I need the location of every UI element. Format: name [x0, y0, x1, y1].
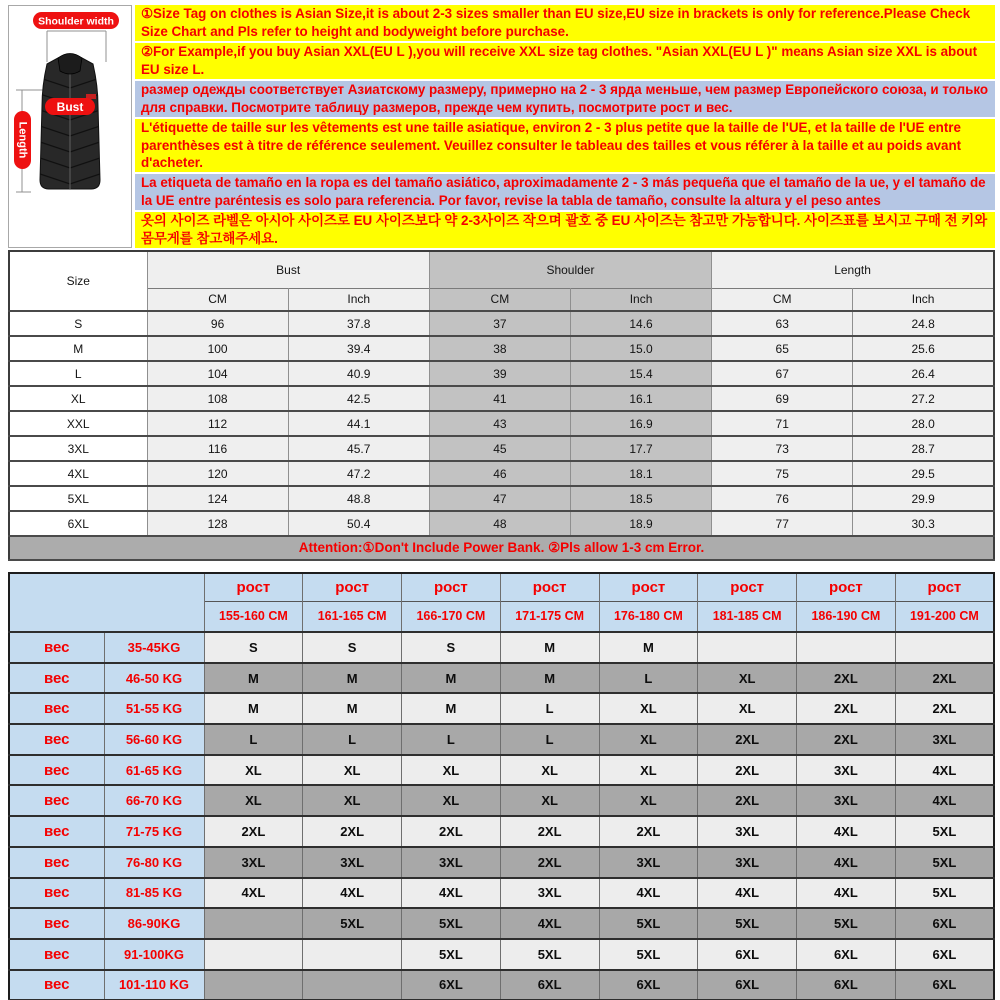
size-column-header: Size	[9, 251, 147, 311]
recommended-size-cell: M	[500, 663, 599, 694]
note-spanish: La etiqueta de tamaño en la ropa es del tamaño asiático, aproximadamente 2 - 3 más pequeña que el tamaño de la ue, y el tamaño de la UE entre paréntesis es solo para referencia. Por favor, revise la tabla de tamaño, consulte la altura y el peso antes	[135, 174, 995, 210]
recommended-size-cell	[303, 970, 402, 1000]
measurement-cell: 39	[429, 361, 570, 386]
recommended-size-cell: 2XL	[895, 663, 994, 694]
top-section	[8, 5, 995, 248]
recommended-size-cell: 2XL	[204, 816, 303, 847]
measurement-cell: 116	[147, 436, 288, 461]
vest-diagram	[8, 5, 132, 248]
measurement-cell: 67	[712, 361, 853, 386]
note-russian: размер одежды соответствует Азиатскому размеру, примерно на 2 - 3 ярда меньше, чем размер Европейского союза, и только для справки. Посмотрите таблицу размеров, прежде чем купить, посмотрите рост и вес.	[135, 81, 995, 117]
measurement-cell: 37.8	[288, 311, 429, 336]
measurement-cell: 47.2	[288, 461, 429, 486]
measurement-cell: 30.3	[853, 511, 994, 536]
svg-text:Shoulder width: Shoulder width	[38, 15, 114, 28]
size-table-row	[9, 311, 994, 336]
weight-range-cell: 51-55 KG	[104, 693, 204, 724]
recommended-size-cell: 2XL	[500, 816, 599, 847]
recommended-size-cell: 5XL	[797, 908, 896, 939]
bust-group-header: Bust	[147, 251, 429, 288]
measurement-cell: 73	[712, 436, 853, 461]
measurement-cell: 37	[429, 311, 570, 336]
size-label-cell: 5XL	[9, 486, 147, 511]
weight-header-cell: вес	[9, 663, 104, 694]
recommended-size-cell: M	[204, 693, 303, 724]
weight-header-cell: вес	[9, 878, 104, 909]
recommended-size-cell: 2XL	[500, 847, 599, 878]
recommended-size-cell: XL	[402, 785, 501, 816]
recommended-size-cell: 2XL	[797, 693, 896, 724]
svg-text:Length: Length	[16, 121, 29, 159]
recommended-size-cell: 4XL	[698, 878, 797, 909]
weight-range-cell: 35-45KG	[104, 632, 204, 663]
attention-text: Attention:①Don't Include Power Bank. ②Pls allow 1-3 cm Error.	[9, 536, 994, 560]
recommended-size-cell: 5XL	[402, 908, 501, 939]
recommended-size-cell: XL	[599, 724, 698, 755]
fit-table-row	[9, 724, 994, 755]
recommended-size-cell: M	[204, 663, 303, 694]
height-range-cell: 161-165 CM	[303, 601, 402, 632]
recommended-size-cell: 6XL	[797, 939, 896, 970]
height-range-cell: 191-200 CM	[895, 601, 994, 632]
size-label-cell: 3XL	[9, 436, 147, 461]
height-range-cell: 181-185 CM	[698, 601, 797, 632]
unit-header: CM	[147, 288, 288, 311]
measurement-cell: 76	[712, 486, 853, 511]
recommended-size-cell: S	[303, 632, 402, 663]
fit-table-row	[9, 816, 994, 847]
recommended-size-cell: 5XL	[303, 908, 402, 939]
height-range-cell: 166-170 CM	[402, 601, 501, 632]
measurement-cell: 46	[429, 461, 570, 486]
measurement-cell: 69	[712, 386, 853, 411]
recommended-size-cell	[204, 908, 303, 939]
measurement-cell: 17.7	[570, 436, 711, 461]
recommended-size-cell: XL	[204, 785, 303, 816]
recommended-size-cell: M	[599, 632, 698, 663]
recommended-size-cell: XL	[599, 693, 698, 724]
size-measurements-table	[8, 250, 995, 561]
recommended-size-cell: XL	[698, 693, 797, 724]
measurement-cell: 124	[147, 486, 288, 511]
recommended-size-cell: 2XL	[303, 816, 402, 847]
weight-header-cell: вес	[9, 632, 104, 663]
recommended-size-cell: 6XL	[797, 970, 896, 1000]
note-english-2: ②For Example,if you buy Asian XXL(EU L ),you will receive XXL size tag clothes. "Asian XXL(EU L )" means Asian size XXL is about EU size L.	[135, 43, 995, 79]
unit-header: Inch	[853, 288, 994, 311]
height-header-cell: рост	[500, 573, 599, 601]
recommended-size-cell: M	[303, 663, 402, 694]
vest-collar	[58, 54, 82, 75]
recommended-size-cell: M	[402, 663, 501, 694]
recommended-size-cell: 3XL	[797, 785, 896, 816]
measurement-cell: 18.9	[570, 511, 711, 536]
measurement-cell: 15.4	[570, 361, 711, 386]
weight-header-cell: вес	[9, 816, 104, 847]
recommended-size-cell: L	[303, 724, 402, 755]
measurement-cell: 100	[147, 336, 288, 361]
bust-label	[45, 98, 95, 115]
weight-range-cell: 46-50 KG	[104, 663, 204, 694]
recommended-size-cell: 4XL	[204, 878, 303, 909]
measurement-cell: 96	[147, 311, 288, 336]
recommended-size-cell	[895, 632, 994, 663]
svg-text:Bust: Bust	[56, 100, 84, 114]
recommended-size-cell: 5XL	[895, 816, 994, 847]
weight-range-cell: 101-110 KG	[104, 970, 204, 1000]
measurement-cell: 65	[712, 336, 853, 361]
note-korean: 옷의 사이즈 라벨은 아시아 사이즈로 EU 사이즈보다 약 2-3사이즈 작으며 괄호 중 EU 사이즈는 참고만 가능합니다. 사이즈표를 보시고 구매 전 키와 몸무게를 참고해주세요.	[135, 212, 995, 248]
measurement-cell: 71	[712, 411, 853, 436]
recommended-size-cell: 2XL	[698, 785, 797, 816]
measurement-cell: 77	[712, 511, 853, 536]
multilingual-notes	[135, 5, 995, 248]
recommended-size-cell: XL	[303, 755, 402, 786]
recommended-size-cell: XL	[303, 785, 402, 816]
measurement-cell: 29.5	[853, 461, 994, 486]
fit-table-row	[9, 970, 994, 1000]
recommended-size-cell: 4XL	[797, 847, 896, 878]
fit-table-row	[9, 785, 994, 816]
size-label-cell: L	[9, 361, 147, 386]
measurement-cell: 128	[147, 511, 288, 536]
recommended-size-cell: 3XL	[204, 847, 303, 878]
recommended-size-cell: 2XL	[402, 816, 501, 847]
weight-header-cell: вес	[9, 724, 104, 755]
measurement-cell: 47	[429, 486, 570, 511]
recommended-size-cell: 6XL	[698, 939, 797, 970]
measurement-cell: 120	[147, 461, 288, 486]
height-weight-fit-table	[8, 572, 995, 1000]
recommended-size-cell: 3XL	[303, 847, 402, 878]
height-range-cell: 155-160 CM	[204, 601, 303, 632]
size-label-cell: XL	[9, 386, 147, 411]
attention-row	[9, 536, 994, 560]
measurement-cell: 48	[429, 511, 570, 536]
recommended-size-cell: 3XL	[797, 755, 896, 786]
size-table-group-header	[9, 251, 994, 288]
size-table-row	[9, 436, 994, 461]
size-label-cell: 4XL	[9, 461, 147, 486]
fit-table-row	[9, 908, 994, 939]
recommended-size-cell: XL	[599, 785, 698, 816]
recommended-size-cell: 5XL	[599, 939, 698, 970]
measurement-cell: 48.8	[288, 486, 429, 511]
measurement-cell: 16.1	[570, 386, 711, 411]
unit-header: CM	[429, 288, 570, 311]
measurement-cell: 25.6	[853, 336, 994, 361]
measurement-cell: 27.2	[853, 386, 994, 411]
weight-header-cell: вес	[9, 693, 104, 724]
recommended-size-cell: XL	[698, 663, 797, 694]
recommended-size-cell: L	[500, 724, 599, 755]
note-french: L'étiquette de taille sur les vêtements est une taille asiatique, environ 2 - 3 plus petite que la taille de l'UE, et la taille de l'UE entre parenthèses est à titre de référence seulement. Veuillez consulter le tableau des tailles et vous référer à la taille et au poids avant d'acheter.	[135, 119, 995, 172]
height-header-cell: рост	[204, 573, 303, 601]
measurement-cell: 104	[147, 361, 288, 386]
measurement-cell: 63	[712, 311, 853, 336]
recommended-size-cell: 6XL	[402, 970, 501, 1000]
recommended-size-cell: 5XL	[698, 908, 797, 939]
recommended-size-cell: XL	[204, 755, 303, 786]
recommended-size-cell: 3XL	[698, 847, 797, 878]
recommended-size-cell: 3XL	[895, 724, 994, 755]
measurement-cell: 14.6	[570, 311, 711, 336]
weight-range-cell: 76-80 KG	[104, 847, 204, 878]
measurement-cell: 15.0	[570, 336, 711, 361]
recommended-size-cell: 4XL	[797, 878, 896, 909]
recommended-size-cell: M	[402, 693, 501, 724]
size-label-cell: XXL	[9, 411, 147, 436]
height-header-cell: рост	[303, 573, 402, 601]
recommended-size-cell: 6XL	[895, 939, 994, 970]
weight-header-cell: вес	[9, 847, 104, 878]
measurement-cell: 26.4	[853, 361, 994, 386]
recommended-size-cell: 5XL	[402, 939, 501, 970]
measurement-cell: 18.5	[570, 486, 711, 511]
size-table-row	[9, 486, 994, 511]
shoulder-group-header: Shoulder	[429, 251, 711, 288]
recommended-size-cell: XL	[500, 755, 599, 786]
measurement-cell: 28.0	[853, 411, 994, 436]
fit-table-height-label-row	[9, 573, 994, 601]
recommended-size-cell: 2XL	[599, 816, 698, 847]
vest-illustration	[9, 6, 131, 247]
measurement-cell: 50.4	[288, 511, 429, 536]
shoulder-width-label	[33, 12, 119, 29]
weight-range-cell: 91-100KG	[104, 939, 204, 970]
height-header-cell: рост	[402, 573, 501, 601]
recommended-size-cell	[698, 632, 797, 663]
size-table-unit-header	[9, 288, 994, 311]
recommended-size-cell: 3XL	[599, 847, 698, 878]
height-range-cell: 176-180 CM	[599, 601, 698, 632]
recommended-size-cell: 4XL	[797, 816, 896, 847]
size-table-row	[9, 336, 994, 361]
recommended-size-cell: 2XL	[797, 724, 896, 755]
fit-table-row	[9, 878, 994, 909]
size-table-row	[9, 411, 994, 436]
measurement-cell: 45	[429, 436, 570, 461]
recommended-size-cell: L	[402, 724, 501, 755]
recommended-size-cell: 3XL	[500, 878, 599, 909]
recommended-size-cell: 5XL	[895, 847, 994, 878]
measurement-cell: 112	[147, 411, 288, 436]
length-label	[14, 111, 31, 169]
size-table-row	[9, 461, 994, 486]
weight-header-cell: вес	[9, 939, 104, 970]
recommended-size-cell	[204, 939, 303, 970]
fit-table-corner-cell	[9, 573, 204, 632]
recommended-size-cell: 5XL	[500, 939, 599, 970]
fit-table-row	[9, 755, 994, 786]
measurement-cell: 28.7	[853, 436, 994, 461]
measurement-cell: 44.1	[288, 411, 429, 436]
size-label-cell: S	[9, 311, 147, 336]
recommended-size-cell: L	[500, 693, 599, 724]
recommended-size-cell	[797, 632, 896, 663]
note-english-1: ①Size Tag on clothes is Asian Size,it is about 2-3 sizes smaller than EU size,EU size in brackets is only for reference.Please Check Size Chart and Pls refer to height and bodyweight before purchase.	[135, 5, 995, 41]
recommended-size-cell: 6XL	[500, 970, 599, 1000]
unit-header: Inch	[570, 288, 711, 311]
weight-range-cell: 81-85 KG	[104, 878, 204, 909]
recommended-size-cell: M	[500, 632, 599, 663]
recommended-size-cell: L	[204, 724, 303, 755]
measurement-cell: 108	[147, 386, 288, 411]
weight-header-cell: вес	[9, 970, 104, 1000]
recommended-size-cell: 2XL	[698, 724, 797, 755]
unit-header: Inch	[288, 288, 429, 311]
fit-table-row	[9, 632, 994, 663]
length-group-header: Length	[712, 251, 994, 288]
recommended-size-cell: 4XL	[500, 908, 599, 939]
size-label-cell: M	[9, 336, 147, 361]
measurement-cell: 39.4	[288, 336, 429, 361]
height-header-cell: рост	[698, 573, 797, 601]
fit-table-row	[9, 663, 994, 694]
recommended-size-cell: 6XL	[895, 908, 994, 939]
recommended-size-cell: 2XL	[895, 693, 994, 724]
fit-table-row	[9, 847, 994, 878]
recommended-size-cell: 2XL	[698, 755, 797, 786]
recommended-size-cell: S	[402, 632, 501, 663]
height-header-cell: рост	[895, 573, 994, 601]
measurement-cell: 43	[429, 411, 570, 436]
measurement-cell: 16.9	[570, 411, 711, 436]
fit-table-row	[9, 939, 994, 970]
recommended-size-cell: 4XL	[895, 755, 994, 786]
height-range-cell: 171-175 CM	[500, 601, 599, 632]
weight-range-cell: 61-65 KG	[104, 755, 204, 786]
recommended-size-cell: 3XL	[698, 816, 797, 847]
recommended-size-cell: 4XL	[599, 878, 698, 909]
measurement-cell: 29.9	[853, 486, 994, 511]
measurement-cell: 24.8	[853, 311, 994, 336]
height-header-cell: рост	[599, 573, 698, 601]
height-header-cell: рост	[797, 573, 896, 601]
recommended-size-cell	[303, 939, 402, 970]
weight-range-cell: 56-60 KG	[104, 724, 204, 755]
recommended-size-cell: 2XL	[797, 663, 896, 694]
weight-header-cell: вес	[9, 785, 104, 816]
recommended-size-cell: 4XL	[303, 878, 402, 909]
measurement-cell: 75	[712, 461, 853, 486]
recommended-size-cell: XL	[402, 755, 501, 786]
size-table-row	[9, 361, 994, 386]
recommended-size-cell: 5XL	[895, 878, 994, 909]
weight-range-cell: 86-90KG	[104, 908, 204, 939]
recommended-size-cell: XL	[500, 785, 599, 816]
recommended-size-cell: 6XL	[599, 970, 698, 1000]
measurement-cell: 40.9	[288, 361, 429, 386]
recommended-size-cell: 4XL	[895, 785, 994, 816]
recommended-size-cell	[204, 970, 303, 1000]
measurement-cell: 45.7	[288, 436, 429, 461]
recommended-size-cell: 4XL	[402, 878, 501, 909]
weight-header-cell: вес	[9, 908, 104, 939]
fit-table-row	[9, 693, 994, 724]
weight-range-cell: 66-70 KG	[104, 785, 204, 816]
size-label-cell: 6XL	[9, 511, 147, 536]
measurement-cell: 38	[429, 336, 570, 361]
measurement-cell: 42.5	[288, 386, 429, 411]
recommended-size-cell: 6XL	[698, 970, 797, 1000]
size-table-row	[9, 511, 994, 536]
height-range-cell: 186-190 CM	[797, 601, 896, 632]
weight-header-cell: вес	[9, 755, 104, 786]
weight-range-cell: 71-75 KG	[104, 816, 204, 847]
recommended-size-cell: L	[599, 663, 698, 694]
recommended-size-cell: M	[303, 693, 402, 724]
recommended-size-cell: XL	[599, 755, 698, 786]
measurement-cell: 18.1	[570, 461, 711, 486]
unit-header: CM	[712, 288, 853, 311]
size-table-row	[9, 386, 994, 411]
recommended-size-cell: 5XL	[599, 908, 698, 939]
recommended-size-cell: 6XL	[895, 970, 994, 1000]
measurement-cell: 41	[429, 386, 570, 411]
recommended-size-cell: S	[204, 632, 303, 663]
recommended-size-cell: 3XL	[402, 847, 501, 878]
